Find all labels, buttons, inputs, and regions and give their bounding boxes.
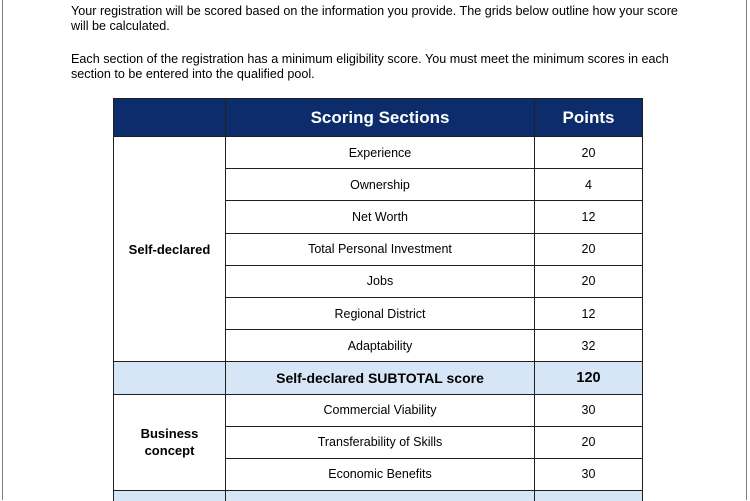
row-name: Net Worth [226, 201, 535, 233]
row-points: 20 [535, 137, 643, 169]
row-points: 12 [535, 297, 643, 329]
next-cell [114, 491, 226, 501]
row-points: 30 [535, 394, 643, 426]
row-name: Economic Benefits [226, 458, 535, 490]
row-points: 12 [535, 201, 643, 233]
header-scoring-sections: Scoring Sections [226, 99, 535, 137]
table-row [114, 394, 643, 426]
subtotal-points: 120 [535, 362, 643, 394]
group-label-self-declared: Self-declared [114, 137, 226, 362]
header-empty-cell [114, 99, 226, 137]
table-header-row [114, 99, 643, 137]
subtotal-empty-cell [114, 362, 226, 394]
row-name: Ownership [226, 169, 535, 201]
next-cell [535, 491, 643, 501]
next-subtotal-row-partial [114, 491, 643, 501]
row-points: 30 [535, 458, 643, 490]
table-row [114, 137, 643, 169]
row-points: 4 [535, 169, 643, 201]
row-points: 20 [535, 233, 643, 265]
row-name: Regional District [226, 297, 535, 329]
row-points: 32 [535, 330, 643, 362]
group-label-text: Business concept [140, 426, 199, 459]
row-points: 20 [535, 426, 643, 458]
scoring-table [113, 98, 643, 501]
row-name: Experience [226, 137, 535, 169]
group-label-business-concept [114, 394, 226, 491]
intro-paragraph-2: Each section of the registration has a minimum eligibility score. You must meet the minimum scores in each section to be entered into the qualified pool. [71, 52, 669, 81]
row-name: Adaptability [226, 330, 535, 362]
subtotal-label: Self-declared SUBTOTAL score [226, 362, 535, 394]
row-name: Transferability of Skills [226, 426, 535, 458]
row-points: 20 [535, 265, 643, 297]
next-cell [226, 491, 535, 501]
row-name: Jobs [226, 265, 535, 297]
row-name: Commercial Viability [226, 394, 535, 426]
header-points: Points [535, 99, 643, 137]
subtotal-row [114, 362, 643, 394]
intro-paragraph-1: Your registration will be scored based on the information you provide. The grids below outline how your score will be calculated. [71, 4, 678, 33]
row-name: Total Personal Investment [226, 233, 535, 265]
